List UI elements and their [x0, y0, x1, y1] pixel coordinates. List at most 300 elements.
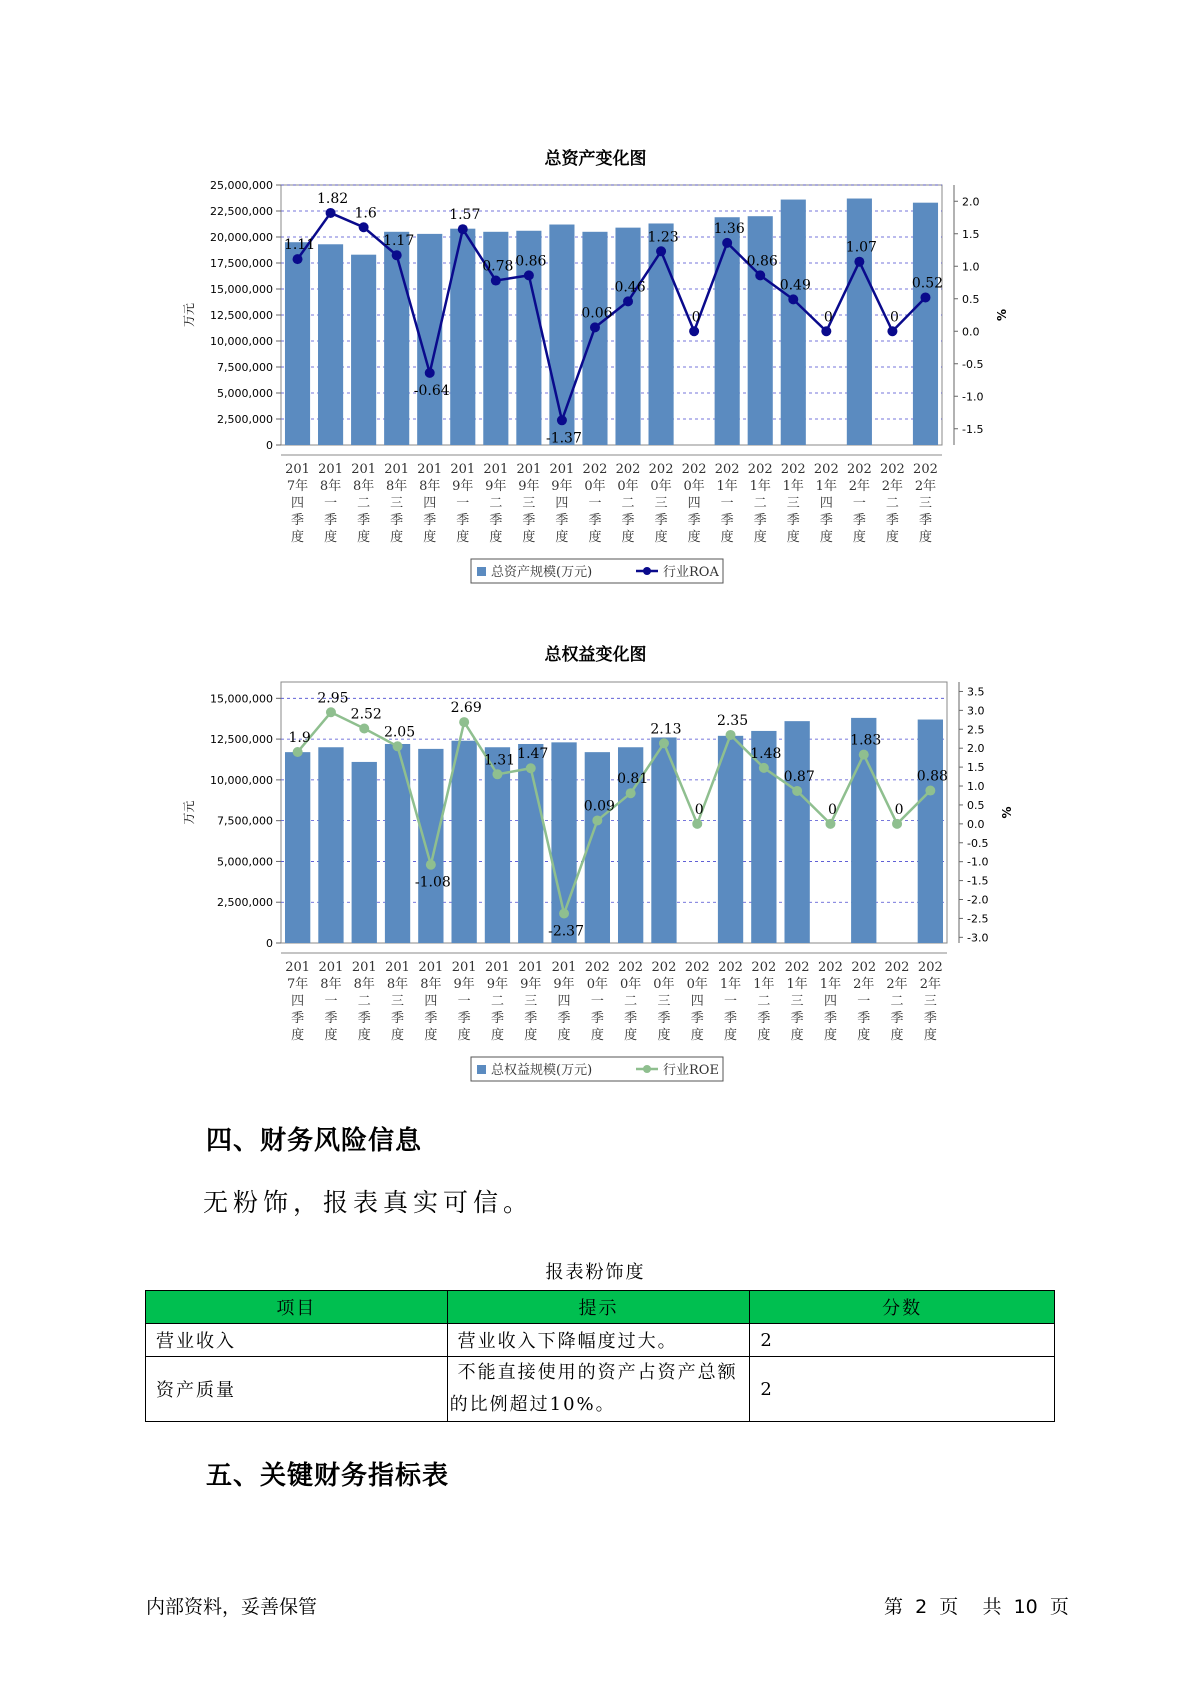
legend-bar-swatch	[477, 567, 486, 576]
x-tick-label: 202	[917, 960, 943, 975]
y2-tick-label: -1.0	[962, 390, 984, 404]
x-tick-label: 季	[423, 513, 437, 528]
x-tick-label: 度	[291, 530, 305, 545]
x-tick-label: 201	[549, 462, 575, 477]
x-tick-label: 度	[823, 1028, 837, 1043]
x-tick-label: 202	[780, 462, 806, 477]
y2-tick-label: 1.5	[967, 761, 985, 775]
x-tick-label: 202	[884, 960, 910, 975]
x-tick-label: 季	[291, 1011, 305, 1026]
y2-tick-label: 0.0	[967, 817, 985, 831]
y-tick-label: 12,500,000	[210, 733, 273, 747]
x-tick-label: 2年	[914, 479, 937, 494]
x-tick-label: 201	[485, 960, 510, 975]
y2-tick-label: 0.0	[962, 325, 980, 339]
y2-tick-label: 2.0	[967, 742, 985, 756]
x-tick-label: 二	[624, 994, 638, 1009]
line-point-10	[626, 788, 636, 798]
bar-15	[781, 200, 806, 445]
x-tick-label: 度	[522, 530, 536, 545]
y-tick-label: 0	[266, 937, 273, 950]
line-point-7	[526, 763, 536, 773]
x-tick-label: 0年	[584, 479, 606, 494]
x-tick-label: 二	[753, 496, 767, 511]
line-point-18	[887, 326, 897, 336]
x-tick-label: 四	[687, 496, 701, 511]
line-point-13	[722, 238, 732, 248]
x-tick-label: 0年	[620, 977, 642, 992]
x-tick-label: 二	[357, 496, 371, 511]
x-tick-label: 季	[621, 513, 635, 528]
y2-tick-label: -0.5	[967, 836, 989, 850]
x-tick-label: 1年	[815, 479, 837, 494]
bar-2	[352, 762, 377, 943]
table-cell-hint-line1: 不能直接使用的资产占资产总额	[457, 1362, 738, 1383]
footer-total-suffix: 页	[1049, 1596, 1069, 1618]
total-equity-chart	[0, 664, 1191, 1104]
x-tick-label: 二	[885, 496, 899, 511]
x-tick-label: 度	[357, 530, 371, 545]
x-tick-label: 度	[324, 1028, 338, 1043]
x-tick-label: 度	[790, 1028, 804, 1043]
x-tick-label: 202	[718, 960, 743, 975]
line-point-12	[689, 326, 699, 336]
risk-summary-text: 无粉饰，报表真实可信。	[203, 1188, 534, 1217]
x-tick-label: 202	[584, 960, 610, 975]
data-label: 2.52	[350, 706, 382, 723]
x-tick-label: 1年	[749, 479, 771, 494]
x-tick-label: 度	[555, 530, 569, 545]
line-point-6	[491, 276, 501, 286]
line-point-3	[392, 250, 402, 260]
footer-page-prefix: 第	[884, 1596, 904, 1618]
x-tick-label: 201	[318, 960, 344, 975]
x-tick-label: 202	[784, 960, 810, 975]
x-tick-label: 一	[852, 496, 866, 511]
table-cell-hint: 营业收入下降幅度过大。	[447, 1324, 750, 1357]
x-tick-label: 202	[880, 462, 905, 477]
line-point-8	[557, 415, 567, 425]
y2-tick-label: 3.5	[967, 685, 985, 699]
x-tick-label: 8年	[420, 977, 442, 992]
x-tick-label: 8年	[319, 479, 342, 494]
y2-tick-label: 0.5	[967, 798, 985, 812]
x-tick-label: 季	[786, 513, 800, 528]
y-tick-label: 22,500,000	[210, 205, 273, 218]
data-label: 0	[889, 309, 899, 326]
x-tick-label: 202	[582, 462, 608, 477]
y-axis-label: 万元	[182, 800, 196, 825]
data-label: 1.23	[647, 229, 679, 246]
x-tick-label: 三	[923, 994, 937, 1009]
x-tick-label: 8年	[353, 977, 375, 992]
line-point-19	[925, 786, 935, 796]
x-tick-label: 1年	[753, 977, 775, 992]
bar-0	[285, 752, 310, 943]
x-tick-label: 季	[522, 513, 536, 528]
x-tick-label: 季	[890, 1011, 904, 1026]
x-tick-label: 0年	[586, 977, 608, 992]
x-tick-label: 8年	[419, 479, 441, 494]
x-tick-label: 202	[648, 462, 674, 477]
line-point-2	[359, 222, 369, 232]
y-tick-label: 15,000,000	[210, 283, 273, 296]
data-label: 1.9	[288, 729, 311, 746]
x-tick-label: 季	[687, 513, 701, 528]
x-tick-label: 三	[790, 994, 804, 1009]
y-tick-label: 10,000,000	[210, 335, 273, 348]
x-tick-label: 四	[555, 496, 569, 511]
x-tick-label: 季	[724, 1011, 738, 1026]
x-tick-label: 度	[624, 1028, 638, 1043]
data-label: 0	[691, 309, 701, 326]
x-tick-label: 季	[391, 1011, 405, 1026]
x-tick-label: 201	[318, 462, 343, 477]
line-point-17	[854, 257, 864, 267]
data-label: 1.36	[713, 220, 745, 237]
data-label: 1.82	[316, 190, 349, 207]
x-tick-label: 202	[818, 960, 843, 975]
x-tick-label: 201	[516, 462, 542, 477]
x-tick-label: 度	[423, 530, 437, 545]
x-tick-label: 二	[490, 994, 504, 1009]
data-label: 2.35	[716, 712, 749, 729]
footer-page-num: 2	[915, 1596, 928, 1618]
data-label: 0	[894, 801, 904, 818]
x-tick-label: 2年	[881, 479, 904, 494]
x-tick-label: 度	[654, 530, 668, 545]
data-label: 1.07	[845, 239, 877, 256]
footer-total-num: 10	[1013, 1596, 1038, 1618]
x-tick-label: 四	[557, 994, 571, 1009]
y2-axis-label: %	[995, 308, 1009, 322]
x-tick-label: 度	[724, 1028, 738, 1043]
y2-tick-label: -1.5	[962, 422, 984, 436]
data-label: 1.48	[750, 745, 782, 762]
y2-axis-label: %	[1000, 806, 1014, 819]
bar-3	[384, 232, 409, 445]
x-tick-label: 度	[524, 1028, 538, 1043]
x-tick-label: 三	[390, 496, 404, 511]
table-cell-item: 资产质量	[146, 1357, 448, 1422]
x-tick-label: 季	[624, 1011, 638, 1026]
table-cell-hint-line2: 的比例超过10%。	[449, 1394, 616, 1415]
x-tick-label: 季	[490, 1011, 504, 1026]
bar-5	[450, 229, 475, 445]
x-tick-label: 7年	[286, 479, 309, 494]
x-tick-label: 度	[390, 530, 404, 545]
data-label: 1.57	[449, 207, 481, 224]
line-point-19	[920, 292, 930, 302]
bar-15	[784, 721, 809, 943]
x-tick-label: 202	[813, 462, 839, 477]
bar-14	[748, 216, 773, 445]
data-label: 0.06	[581, 305, 613, 322]
x-tick-label: 二	[890, 994, 904, 1009]
line-point-11	[659, 738, 669, 748]
line-point-1	[326, 707, 336, 717]
x-tick-label: 一	[588, 496, 602, 511]
indicator-section-heading: 五、关键财务指标表	[206, 1461, 450, 1491]
footer-confidential: 内部资料，妥善保管	[146, 1596, 318, 1618]
x-tick-label: 201	[285, 960, 311, 975]
x-tick-label: 季	[357, 1011, 371, 1026]
x-tick-label: 9年	[553, 977, 575, 992]
line-point-4	[425, 368, 435, 378]
y2-tick-label: -2.5	[967, 912, 989, 926]
x-tick-label: 二	[621, 496, 635, 511]
x-tick-label: 2年	[919, 977, 941, 992]
x-tick-label: 季	[557, 1011, 571, 1026]
x-tick-label: 7年	[287, 977, 309, 992]
x-tick-label: 季	[590, 1011, 604, 1026]
x-tick-label: 度	[923, 1028, 937, 1043]
x-tick-label: 季	[555, 513, 569, 528]
x-tick-label: 季	[918, 513, 932, 528]
y-axis-label: 万元	[182, 302, 196, 328]
x-tick-label: 季	[489, 513, 503, 528]
x-tick-label: 季	[690, 1011, 704, 1026]
data-label: 0.49	[779, 277, 811, 294]
total-assets-chart	[0, 165, 1191, 605]
data-label: 1.47	[517, 746, 549, 763]
x-tick-label: 度	[424, 1028, 438, 1043]
data-label: 0.78	[482, 258, 514, 275]
table-header-hint: 提示	[447, 1291, 750, 1324]
legend-line-label: 行业ROE	[663, 1063, 719, 1078]
x-tick-label: 9年	[551, 479, 573, 494]
table-row	[146, 1357, 1055, 1422]
x-tick-label: 一	[590, 994, 604, 1009]
x-tick-label: 度	[357, 1028, 371, 1043]
table-header-row	[146, 1291, 1055, 1324]
x-tick-label: 度	[391, 1028, 405, 1043]
y-tick-label: 5,000,000	[217, 855, 273, 869]
legend-line-label: 行业ROA	[663, 565, 719, 580]
x-tick-label: 季	[424, 1011, 438, 1026]
x-tick-label: 202	[846, 462, 872, 477]
x-tick-label: 0年	[617, 479, 639, 494]
x-tick-label: 度	[757, 1028, 771, 1043]
x-tick-label: 9年	[485, 479, 507, 494]
line-point-7	[524, 270, 534, 280]
x-tick-label: 201	[483, 462, 509, 477]
x-tick-label: 202	[913, 462, 938, 477]
line-point-5	[458, 224, 468, 234]
x-tick-label: 9年	[486, 977, 509, 992]
bar-5	[451, 741, 476, 943]
legend-bar-swatch	[477, 1065, 486, 1074]
x-tick-label: 2年	[886, 977, 908, 992]
data-label: 0.81	[617, 771, 649, 788]
x-tick-label: 四	[823, 994, 837, 1009]
x-tick-label: 1年	[716, 479, 738, 494]
data-label: 2.69	[450, 700, 482, 717]
x-tick-label: 一	[457, 994, 471, 1009]
x-tick-label: 9年	[520, 977, 542, 992]
x-tick-label: 季	[456, 513, 470, 528]
x-tick-label: 四	[424, 994, 438, 1009]
y-tick-label: 12,500,000	[210, 309, 273, 322]
x-tick-label: 度	[657, 1028, 671, 1043]
x-tick-label: 度	[490, 1028, 504, 1043]
x-tick-label: 201	[385, 960, 410, 975]
chart-title-total-assets: 总资产变化图	[544, 149, 647, 169]
x-tick-label: 季	[852, 513, 866, 528]
bar-7	[518, 744, 543, 943]
data-label: 0	[823, 309, 833, 326]
line-point-15	[788, 294, 798, 304]
line-point-13	[726, 730, 736, 740]
x-tick-label: 202	[714, 462, 740, 477]
x-tick-label: 201	[450, 462, 476, 477]
data-label: 0	[827, 801, 837, 818]
x-tick-label: 季	[790, 1011, 804, 1026]
x-tick-label: 度	[786, 530, 800, 545]
x-tick-label: 季	[757, 1011, 771, 1026]
x-tick-label: 202	[618, 960, 644, 975]
x-tick-label: 0年	[683, 479, 705, 494]
x-tick-label: 三	[522, 496, 536, 511]
x-tick-label: 度	[819, 530, 833, 545]
x-tick-label: 度	[720, 530, 734, 545]
x-tick-label: 度	[590, 1028, 604, 1043]
data-label: 1.11	[283, 237, 316, 254]
x-tick-label: 季	[324, 1011, 338, 1026]
data-label: -2.37	[548, 923, 585, 940]
x-tick-label: 三	[391, 994, 405, 1009]
x-tick-label: 季	[457, 1011, 471, 1026]
line-point-9	[590, 322, 600, 332]
x-tick-label: 度	[852, 530, 866, 545]
x-tick-label: 度	[588, 530, 602, 545]
y2-tick-label: 2.0	[962, 195, 980, 209]
x-tick-label: 202	[651, 960, 677, 975]
x-tick-label: 1年	[719, 977, 742, 992]
bar-0	[285, 242, 310, 445]
table-caption: 报表粉饰度	[545, 1262, 646, 1283]
x-tick-label: 度	[457, 1028, 471, 1043]
table-row	[146, 1324, 1055, 1357]
risk-section-heading: 四、财务风险信息	[206, 1126, 423, 1156]
data-label: 0.52	[911, 275, 944, 292]
y2-tick-label: 2.5	[967, 723, 985, 737]
x-tick-label: 201	[518, 960, 544, 975]
y2-tick-label: 0.5	[962, 292, 980, 306]
x-tick-label: 度	[885, 530, 899, 545]
line-point-8	[559, 908, 569, 918]
x-tick-label: 201	[285, 462, 310, 477]
window-dressing-table	[145, 1290, 1055, 1422]
table-header-item: 项目	[146, 1291, 448, 1324]
y-tick-label: 15,000,000	[210, 692, 273, 706]
line-point-16	[821, 326, 831, 336]
bar-9	[582, 232, 607, 445]
x-tick-label: 201	[384, 462, 410, 477]
x-tick-label: 季	[857, 1011, 871, 1026]
x-tick-label: 9年	[518, 479, 540, 494]
x-tick-label: 度	[291, 1028, 305, 1043]
data-label: -1.08	[414, 874, 451, 891]
bar-13	[718, 736, 743, 943]
x-tick-label: 0年	[653, 977, 675, 992]
x-tick-label: 三	[918, 496, 932, 511]
x-tick-label: 8年	[386, 479, 408, 494]
data-label: -0.64	[413, 382, 450, 399]
x-tick-label: 二	[357, 994, 371, 1009]
bar-19	[913, 203, 938, 445]
x-tick-label: 一	[324, 994, 338, 1009]
x-tick-label: 202	[851, 960, 877, 975]
footer-page-number	[884, 1592, 1069, 1619]
line-point-18	[892, 819, 902, 829]
y-tick-label: 2,500,000	[217, 413, 273, 426]
x-tick-label: 三	[654, 496, 668, 511]
x-tick-label: 季	[357, 513, 371, 528]
x-tick-label: 季	[720, 513, 734, 528]
data-label: 2.13	[650, 721, 682, 738]
legend-bar-label: 总资产规模(万元)	[491, 565, 593, 580]
data-label: 0.86	[515, 253, 547, 270]
line-point-16	[825, 819, 835, 829]
x-tick-label: 季	[923, 1011, 937, 1026]
line-point-14	[755, 270, 765, 280]
x-tick-label: 202	[615, 462, 641, 477]
data-label: 1.6	[354, 205, 377, 222]
x-tick-label: 度	[456, 530, 470, 545]
x-tick-label: 度	[557, 1028, 571, 1043]
x-tick-label: 1年	[786, 977, 808, 992]
chart-title-total-equity: 总权益变化图	[544, 645, 647, 665]
x-tick-label: 二	[757, 994, 771, 1009]
line-point-2	[359, 724, 369, 734]
x-tick-label: 三	[786, 496, 800, 511]
line-point-6	[492, 769, 502, 779]
x-tick-label: 一	[720, 496, 734, 511]
y-tick-label: 10,000,000	[210, 773, 273, 787]
x-tick-label: 度	[890, 1028, 904, 1043]
bar-1	[318, 747, 343, 943]
y2-tick-label: 1.0	[967, 780, 985, 794]
line-point-9	[592, 815, 602, 825]
x-tick-label: 度	[687, 530, 701, 545]
x-tick-label: 201	[417, 462, 443, 477]
x-tick-label: 0年	[686, 977, 708, 992]
x-tick-label: 202	[751, 960, 777, 975]
table-cell-hint	[447, 1357, 750, 1422]
x-tick-label: 201	[451, 960, 477, 975]
data-label: 1.17	[383, 233, 415, 250]
data-label: 1.31	[483, 752, 516, 769]
y2-tick-label: 1.5	[962, 227, 980, 241]
line-point-10	[623, 296, 633, 306]
x-tick-label: 季	[588, 513, 602, 528]
y-tick-label: 2,500,000	[217, 896, 273, 910]
x-tick-label: 度	[324, 530, 338, 545]
table-cell-score: 2	[750, 1357, 1055, 1422]
y-tick-label: 7,500,000	[217, 814, 273, 828]
bar-8	[549, 225, 574, 445]
x-tick-label: 度	[857, 1028, 871, 1043]
line-point-12	[692, 819, 702, 829]
x-tick-label: 四	[690, 994, 704, 1009]
bar-1	[318, 244, 343, 445]
x-tick-label: 一	[456, 496, 470, 511]
x-tick-label: 度	[489, 530, 503, 545]
x-tick-label: 四	[423, 496, 437, 511]
data-label: -1.37	[545, 430, 582, 447]
y2-tick-label: -3.0	[967, 931, 989, 945]
